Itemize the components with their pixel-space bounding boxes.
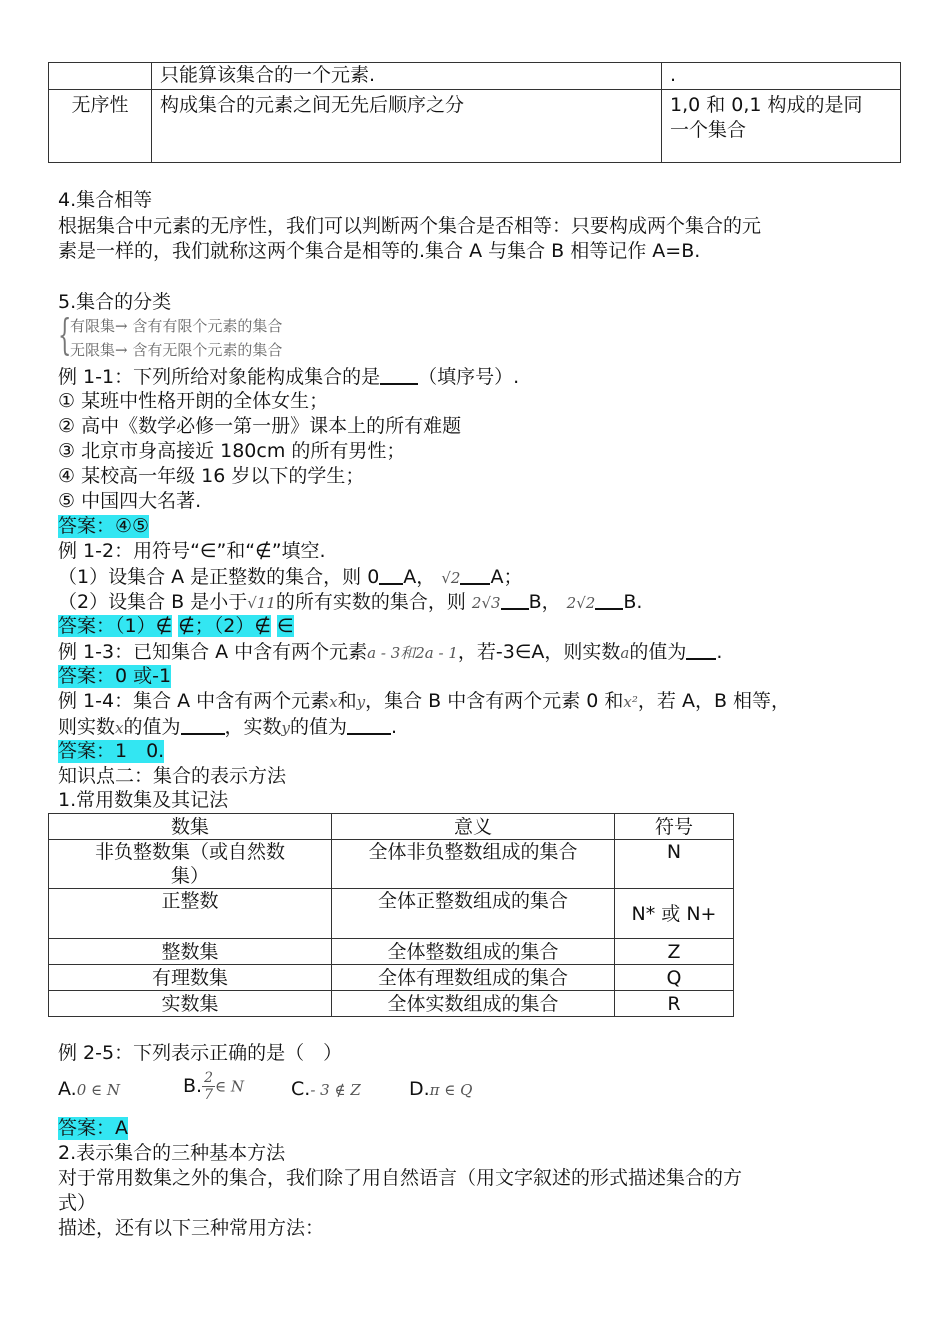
question-text: 的所有实数的集合，则 bbox=[275, 591, 466, 613]
math-expression: √11 bbox=[247, 594, 276, 612]
example-question bbox=[58, 365, 519, 389]
example-question: 例 2-5：下列表示正确的是（ ） bbox=[58, 1042, 343, 1064]
example-question bbox=[58, 640, 722, 664]
list-item: ⑤ 中国四大名著. bbox=[58, 490, 202, 512]
question-text: ，若-3∈A，则实数 bbox=[457, 641, 621, 663]
math-expression: x² bbox=[623, 693, 638, 711]
answer-blank bbox=[347, 715, 391, 735]
paragraph-line: 对于常用数集之外的集合，我们除了用自然语言（用文字叙述的形式描述集合的方 bbox=[58, 1167, 743, 1189]
answer-text: ∉；（2）∉ bbox=[178, 615, 271, 637]
cell-line: 一个集合 bbox=[670, 119, 747, 141]
table-cell: Z bbox=[615, 939, 734, 965]
question-text: B， bbox=[528, 591, 561, 613]
example-subquestion bbox=[58, 565, 522, 589]
question-text: A， bbox=[403, 566, 436, 588]
table-cell: 有理数集 bbox=[49, 965, 332, 991]
answer-line: 答案：④⑤ bbox=[58, 515, 150, 537]
question-text: A； bbox=[490, 566, 523, 588]
table-row bbox=[49, 840, 734, 889]
paragraph-line: 素是一样的，我们就称这两个集合是相等的.集合 A 与集合 B 相等记作 A=B. bbox=[58, 240, 701, 262]
table-cell: 无序性 bbox=[49, 90, 152, 163]
option-label: C. bbox=[291, 1078, 311, 1100]
table-row bbox=[49, 889, 734, 939]
option-d bbox=[409, 1078, 472, 1101]
answer-blank bbox=[181, 715, 225, 735]
option-label: B. bbox=[183, 1075, 203, 1098]
question-text: 例 1-4：集合 A 中含有两个元素 bbox=[58, 690, 330, 712]
list-item: ③ 北京市身高接近 180cm 的所有男性； bbox=[58, 440, 406, 462]
table-cell bbox=[49, 840, 332, 889]
math-expression: 2√2 bbox=[566, 594, 596, 612]
table-cell: 全体正整数组成的集合 bbox=[332, 889, 615, 939]
example-subquestion bbox=[58, 590, 642, 614]
question-text: 例 1-3：已知集合 A 中含有两个元素 bbox=[58, 641, 368, 663]
answer-blank bbox=[379, 565, 403, 585]
paragraph-line: 描述，还有以下三种常用方法： bbox=[58, 1217, 325, 1239]
section-heading: 4.集合相等 bbox=[58, 189, 153, 211]
option-c bbox=[291, 1078, 361, 1101]
table-cell: N* 或 N+ bbox=[615, 889, 734, 939]
math-expression: y bbox=[356, 693, 366, 711]
section-subheading: 1.常用数集及其记法 bbox=[58, 789, 229, 811]
answer-line: 答案：1 0. bbox=[58, 740, 165, 762]
table-cell: 全体实数组成的集合 bbox=[332, 991, 615, 1017]
section-heading: 5.集合的分类 bbox=[58, 291, 172, 313]
table-row bbox=[49, 90, 901, 163]
math-expression: x bbox=[329, 693, 338, 711]
column-header: 数集 bbox=[49, 814, 332, 840]
infinite-set-line: 无限集→ 含有无限个元素的集合 bbox=[70, 341, 283, 359]
example-question: 例 1-2：用符号“∈”和“∉”填空. bbox=[58, 540, 326, 562]
answer-blank bbox=[460, 565, 490, 585]
table-cell: 实数集 bbox=[49, 991, 332, 1017]
question-text: . bbox=[716, 641, 723, 663]
table-cell: Q bbox=[615, 965, 734, 991]
brace-glyph: { bbox=[58, 310, 72, 359]
table-cell: 整数集 bbox=[49, 939, 332, 965]
example-question bbox=[58, 690, 790, 713]
table-row bbox=[49, 965, 734, 991]
question-text: 例 1-1：下列所给对象能构成集合的是 bbox=[58, 366, 381, 388]
list-item: ② 高中《数学必修一第一册》课本上的所有难题 bbox=[58, 415, 462, 437]
question-text: ，实数 bbox=[224, 716, 282, 738]
answer-text: 答案：（1）∉ bbox=[58, 615, 173, 637]
number-sets-table bbox=[48, 813, 734, 1017]
answer-blank bbox=[686, 640, 716, 660]
table-cell: 构成集合的元素之间无先后顺序之分 bbox=[152, 90, 662, 163]
cell-line: 1,0 和 0,1 构成的是同 bbox=[670, 94, 863, 116]
math-expression: a bbox=[620, 644, 630, 662]
answer-line bbox=[58, 615, 294, 638]
paragraph-line: 根据集合中元素的无序性，我们可以判断两个集合是否相等：只要构成两个集合的元 bbox=[58, 215, 762, 237]
math-expression: ∈ N bbox=[215, 1077, 244, 1096]
question-text: 的值为 bbox=[290, 716, 348, 738]
question-text: 则实数 bbox=[58, 716, 116, 738]
question-text: （1）设集合 A 是正整数的集合，则 0 bbox=[58, 566, 380, 588]
math-expression: x bbox=[115, 719, 124, 737]
table-cell: 全体有理数组成的集合 bbox=[332, 965, 615, 991]
answer-blank bbox=[501, 590, 529, 610]
answer-line: 答案：A bbox=[58, 1117, 128, 1139]
finite-set-line: 有限集→ 含有有限个元素的集合 bbox=[70, 317, 283, 335]
table-cell: 只能算该集合的一个元素. bbox=[152, 63, 662, 90]
question-text: ，集合 B 中含有两个元素 0 和 bbox=[365, 690, 624, 712]
column-header: 符号 bbox=[615, 814, 734, 840]
table-row bbox=[49, 991, 734, 1017]
answer-line: 答案：0 或-1 bbox=[58, 665, 172, 687]
table-cell: 全体非负整数组成的集合 bbox=[332, 840, 615, 889]
section-heading: 知识点二：集合的表示方法 bbox=[58, 765, 287, 787]
math-expression: √2 bbox=[441, 569, 461, 587]
table-row bbox=[49, 939, 734, 965]
question-text: 的值为 bbox=[629, 641, 687, 663]
question-text: . bbox=[391, 716, 398, 738]
fraction-denominator: 7 bbox=[204, 1087, 213, 1103]
table-header-row bbox=[49, 814, 734, 840]
option-a bbox=[58, 1078, 120, 1101]
answer-blank bbox=[595, 590, 623, 610]
list-item: ④ 某校高一年级 16 岁以下的学生； bbox=[58, 465, 365, 487]
cell-line: 集） bbox=[170, 865, 209, 887]
math-expression: - 3 ∉ Z bbox=[310, 1081, 361, 1099]
fraction bbox=[202, 1070, 215, 1103]
list-item: ① 某班中性格开朗的全体女生； bbox=[58, 390, 329, 412]
table-cell: . bbox=[662, 63, 901, 90]
math-expression: a - 3和2a - 1 bbox=[367, 644, 458, 662]
properties-table bbox=[48, 62, 901, 163]
option-b bbox=[183, 1070, 244, 1103]
table-cell: N bbox=[615, 840, 734, 889]
question-text: （2）设集合 B 是小于 bbox=[58, 591, 248, 613]
answer-text: ∈ bbox=[276, 615, 294, 637]
math-expression: 2√3 bbox=[471, 594, 501, 612]
section-heading: 2.表示集合的三种基本方法 bbox=[58, 1142, 286, 1164]
table-cell: 正整数 bbox=[49, 889, 332, 939]
question-text: B. bbox=[623, 591, 643, 613]
math-expression: 0 ∈ N bbox=[76, 1081, 121, 1099]
question-text: （填序号）. bbox=[418, 366, 520, 388]
table-cell: 全体整数组成的集合 bbox=[332, 939, 615, 965]
option-label: A. bbox=[58, 1078, 77, 1100]
table-cell bbox=[662, 90, 901, 163]
table-row bbox=[49, 63, 901, 90]
math-expression: π ∈ Q bbox=[429, 1081, 473, 1099]
column-header: 意义 bbox=[332, 814, 615, 840]
cell-line: 非负整数集（或自然数 bbox=[94, 841, 285, 863]
table-cell: R bbox=[615, 991, 734, 1017]
question-text: ，若 A，B 相等， bbox=[637, 690, 791, 712]
option-label: D. bbox=[409, 1078, 430, 1100]
question-text: 和 bbox=[337, 690, 357, 712]
example-question bbox=[58, 715, 397, 739]
answer-blank bbox=[380, 365, 418, 385]
paragraph-line: 式） bbox=[58, 1192, 97, 1214]
fraction-numerator: 2 bbox=[204, 1070, 213, 1086]
math-expression: y bbox=[281, 719, 290, 737]
question-text: 的值为 bbox=[123, 716, 181, 738]
table-cell bbox=[49, 63, 152, 90]
